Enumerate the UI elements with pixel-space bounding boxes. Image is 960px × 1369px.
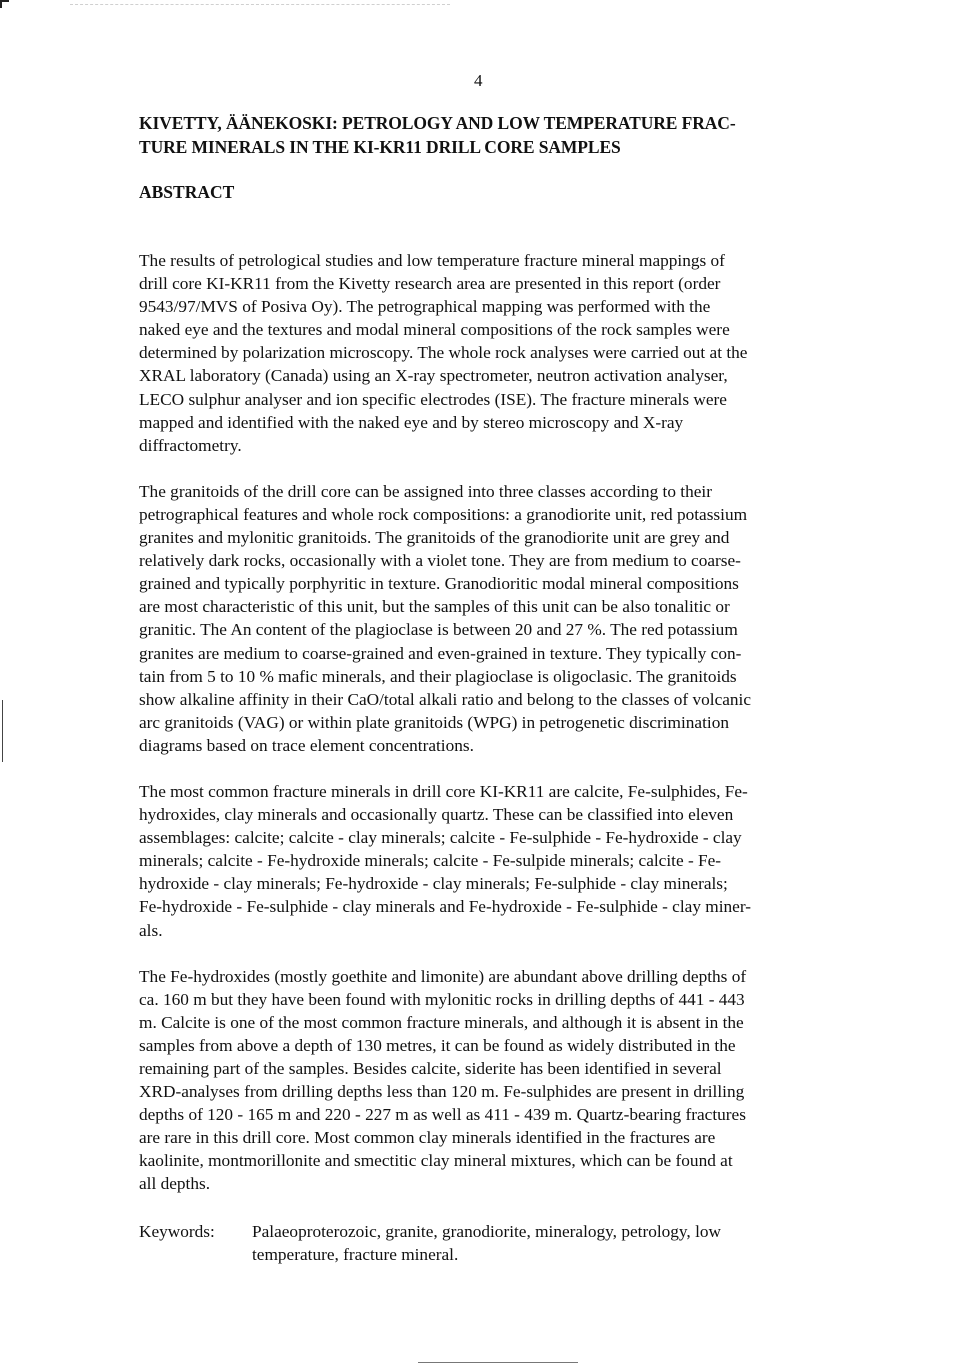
page-number: 4 (474, 71, 483, 90)
text-line: granites are medium to coarse-grained and even-grained in texture. They typically con- (139, 643, 742, 663)
text-line: XRD-analyses from drilling depths less than 120 m. Fe-sulphides are present in drilling (139, 1082, 745, 1102)
text-line: determined by polarization microscopy. The whole rock analyses were carried out at the (139, 343, 748, 363)
text-line: hydroxides, clay minerals and occasionally quartz. These can be classified into eleven (139, 805, 734, 825)
document-title (139, 111, 829, 159)
abstract-paragraph-granitoids (139, 480, 829, 757)
text-line: m. Calcite is one of the most common fracture minerals, and although it is absent in the (139, 1012, 744, 1032)
title-line: TURE MINERALS IN THE KI-KR11 DRILL CORE SAMPLES (139, 137, 621, 157)
text-line: temperature, fracture mineral. (252, 1244, 459, 1264)
text-line: The granitoids of the drill core can be assigned into three classes according to their (139, 481, 712, 501)
text-line: assemblages: calcite; calcite - clay minerals; calcite - Fe-sulphide - Fe-hydroxide - clay (139, 828, 742, 848)
abstract-paragraph-methods (139, 249, 829, 457)
text-line: are most characteristic of this unit, but the samples of this unit can be also tonalitic or (139, 597, 730, 617)
scan-corner-mark (0, 0, 9, 8)
text-line: petrographical features and whole rock compositions: a granodiorite unit, red potassium (139, 504, 748, 524)
text-line: depths of 120 - 165 m and 220 - 227 m as well as 411 - 439 m. Quartz-bearing fractures (139, 1105, 746, 1125)
text-line: arc granitoids (VAG) or within plate granitoids (WPG) in petrogenetic discrimination (139, 712, 729, 732)
text-line: Palaeoproterozoic, granite, granodiorite, mineralogy, petrology, low (252, 1221, 721, 1241)
abstract-paragraph-depths (139, 965, 829, 1196)
keywords-list (252, 1220, 829, 1266)
text-line: minerals; calcite - Fe-hydroxide minerals; calcite - Fe-sulpide minerals; calcite - Fe- (139, 851, 722, 871)
keywords-block (139, 1220, 829, 1266)
scan-bottom-line (418, 1362, 578, 1363)
text-line: grained and typically porphyritic in texture. Granodioritic modal mineral compositions (139, 574, 739, 594)
text-line: samples from above a depth of 130 metres, it can be found as widely distributed in the (139, 1035, 736, 1055)
text-line: mapped and identified with the naked eye and by stereo microscopy and X-ray (139, 412, 684, 432)
text-line: hydroxide - clay minerals; Fe-hydroxide - clay minerals; Fe-sulphide - clay minerals; (139, 874, 728, 894)
title-line: KIVETTY, ÄÄNEKOSKI: PETROLOGY AND LOW TEMPERATURE FRAC- (139, 113, 736, 133)
text-line: als. (139, 920, 163, 940)
text-line: relatively dark rocks, occasionally with a violet tone. They are from medium to coarse- (139, 551, 741, 571)
text-line: show alkaline affinity in their CaO/total alkali ratio and belong to the classes of volcanic (139, 689, 752, 709)
text-line: granites and mylonitic granitoids. The granitoids of the granodiorite unit are grey and (139, 528, 730, 548)
text-line: diffractometry. (139, 435, 242, 455)
text-line: kaolinite, montmorillonite and smectitic clay mineral mixtures, which can be found at (139, 1151, 733, 1171)
text-line: diagrams based on trace element concentrations. (139, 735, 474, 755)
text-line: drill core KI-KR11 from the Kivetty research area are presented in this report (order (139, 274, 721, 294)
document-body (139, 111, 829, 1266)
keywords-label: Keywords: (139, 1221, 215, 1241)
abstract-heading: ABSTRACT (139, 182, 235, 202)
scan-noise-line (70, 4, 450, 5)
text-line: LECO sulphur analyser and ion specific electrodes (ISE). The fracture minerals were (139, 389, 727, 409)
text-line: ca. 160 m but they have been found with mylonitic rocks in drilling depths of 441 - 443 (139, 989, 745, 1009)
scan-edge-mark (2, 700, 3, 762)
abstract-paragraph-fracture-minerals (139, 780, 829, 942)
text-line: remaining part of the samples. Besides calcite, siderite has been identified in several (139, 1059, 722, 1078)
text-line: are rare in this drill core. Most common clay minerals identified in the fractures are (139, 1128, 716, 1148)
text-line: naked eye and the textures and modal mineral compositions of the rock samples were (139, 320, 730, 340)
text-line: tain from 5 to 10 % mafic minerals, and their plagioclase is oligoclasic. The granitoids (139, 666, 737, 686)
text-line: all depths. (139, 1174, 211, 1194)
text-line: 9543/97/MVS of Posiva Oy). The petrographical mapping was performed with the (139, 297, 711, 317)
text-line: The most common fracture minerals in drill core KI-KR11 are calcite, Fe-sulphides, Fe- (139, 781, 748, 801)
text-line: XRAL laboratory (Canada) using an X-ray spectrometer, neutron activation analyser, (139, 366, 728, 386)
text-line: The results of petrological studies and low temperature fracture mineral mappings of (139, 251, 725, 270)
text-line: granitic. The An content of the plagioclase is between 20 and 27 %. The red potassium (139, 620, 738, 640)
text-line: Fe-hydroxide - Fe-sulphide - clay minerals and Fe-hydroxide - Fe-sulphide - clay miner- (139, 897, 752, 917)
text-line: The Fe-hydroxides (mostly goethite and limonite) are abundant above drilling depths of (139, 966, 747, 986)
